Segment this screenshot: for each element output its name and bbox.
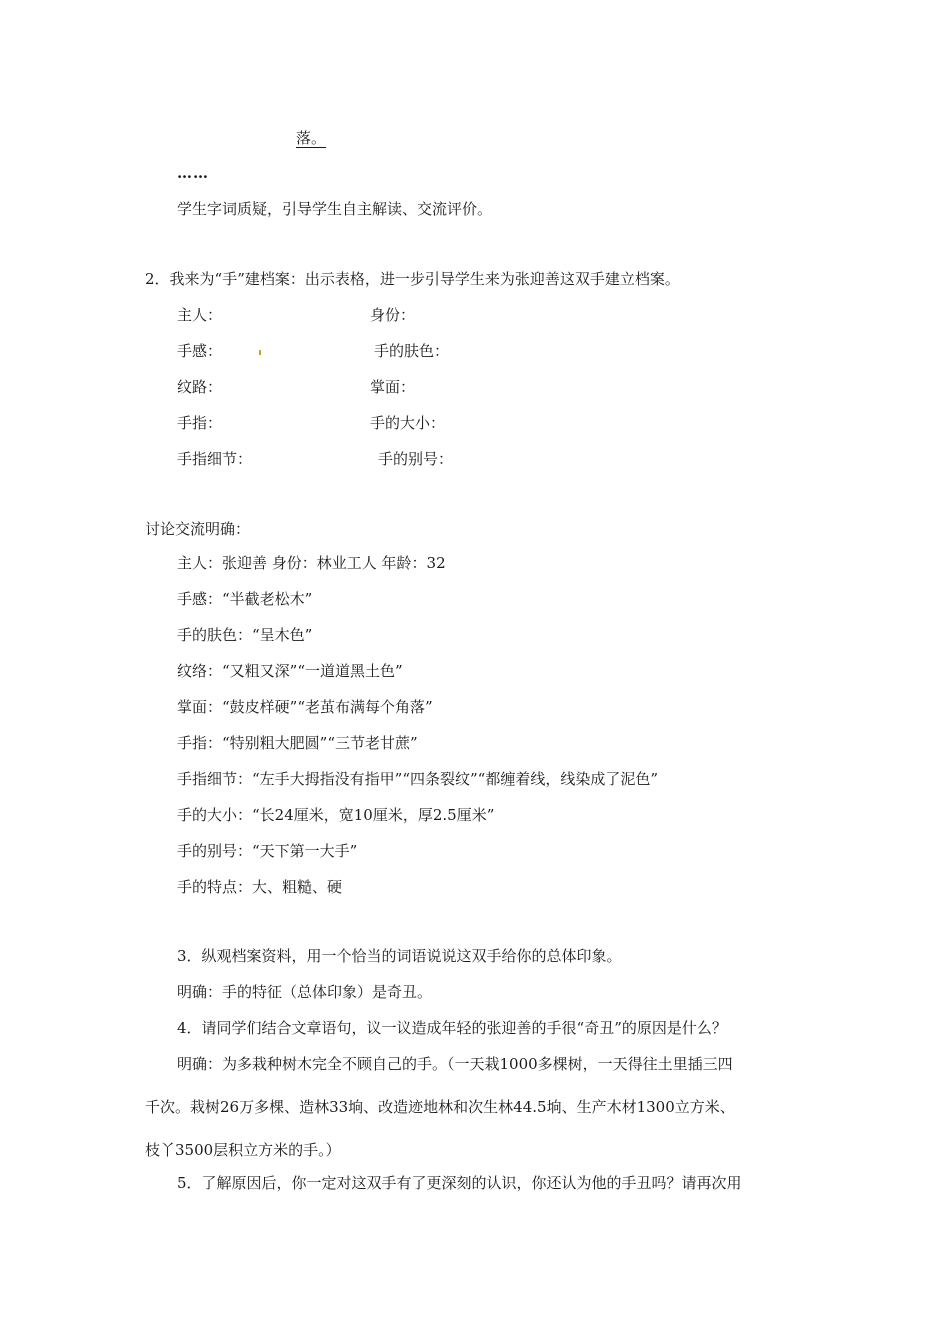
section4-answer-line2: 千次。栽树26万多棵、造林33垧、改造迹地林和次生林44.5垧、生产木材1300立方米、	[145, 1098, 735, 1116]
section3-answer: 明确：手的特征（总体印象）是奇丑。	[177, 983, 433, 1001]
discussion-heading: 讨论交流明确：	[145, 520, 251, 538]
discussion-line: 手的别号：“天下第一大手”	[177, 842, 358, 860]
form-label-lines: 纹路：	[177, 378, 223, 396]
form-label-feel: 手感：	[177, 342, 223, 360]
form-label-palm: 掌面：	[370, 378, 416, 396]
intro-text: 学生字词质疑，引导学生自主解读、交流评价。	[177, 200, 493, 218]
form-label-finger-details: 手指细节：	[177, 450, 253, 468]
form-label-identity: 身份：	[370, 306, 416, 324]
fragment-text: 落。	[296, 129, 327, 147]
discussion-line: 手的肤色：“呈木色”	[177, 626, 313, 644]
section3-question: 3．纵观档案资料，用一个恰当的词语说说这双手给你的总体印象。	[177, 947, 622, 965]
discussion-line: 手的特点：大、粗糙、硬	[177, 878, 343, 896]
section4-answer-line1: 明确：为多栽种树木完全不顾自己的手。（一天栽1000多棵树，一天得往土里插三四	[177, 1055, 733, 1073]
section5-question: 5．了解原因后，你一定对这双手有了更深刻的认识，你还认为他的手丑吗？请再次用	[177, 1174, 742, 1192]
form-label-fingers: 手指：	[177, 414, 223, 432]
form-label-owner: 主人：	[177, 306, 223, 324]
section4-answer-line3: 枝丫3500层积立方米的手。）	[145, 1141, 341, 1159]
discussion-line: 手指：“特别粗大肥圆”“三节老甘蔗”	[177, 734, 418, 752]
section2-heading: 2．我来为“手”建档案：出示表格，进一步引导学生来为张迎善这双手建立档案。	[145, 270, 680, 288]
form-label-size: 手的大小：	[370, 414, 446, 432]
discussion-line: 纹络：“又粗又深”“一道道黑土色”	[177, 662, 403, 680]
form-label-skin-color: 手的肤色：	[374, 342, 450, 360]
ellipsis: ……	[177, 164, 209, 182]
section4-question: 4．请同学们结合文章语句，议一议造成年轻的张迎善的手很“奇丑”的原因是什么？	[177, 1019, 727, 1037]
discussion-line: 手感：“半截老松木”	[177, 590, 313, 608]
discussion-line: 手的大小：“长24厘米，宽10厘米，厚2.5厘米”	[177, 806, 495, 824]
discussion-line: 手指细节：“左手大拇指没有指甲”“四条裂纹”“都缠着线，线染成了泥色”	[177, 770, 659, 788]
form-label-nickname: 手的别号：	[378, 450, 454, 468]
discussion-line: 主人：张迎善 身份：林业工人 年龄：32	[177, 554, 446, 572]
discussion-line: 掌面：“鼓皮样硬”“老茧布满每个角落”	[177, 698, 433, 716]
stray-mark	[259, 350, 261, 355]
